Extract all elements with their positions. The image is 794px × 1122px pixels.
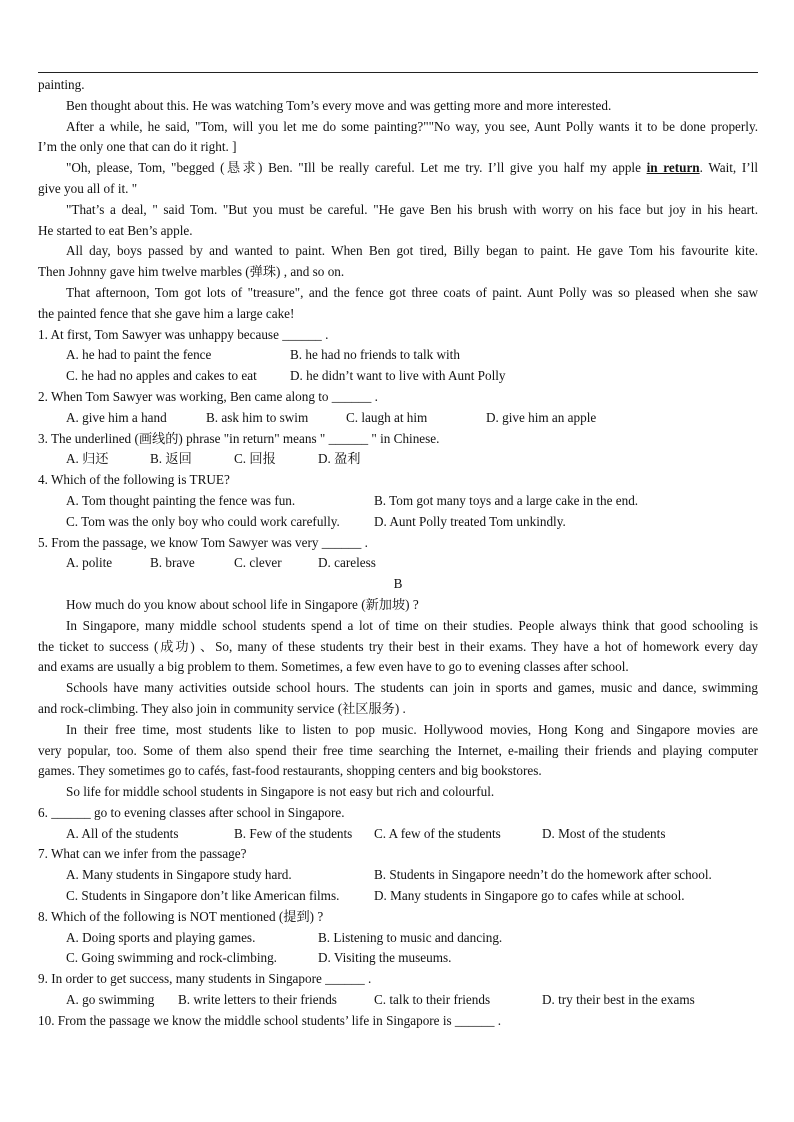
option: D. Aunt Polly treated Tom unkindly.: [374, 513, 566, 529]
header-rule: [38, 72, 758, 73]
option-row: [38, 345, 758, 366]
option: A. All of the students: [66, 825, 179, 841]
option: D. Visiting the museums.: [318, 950, 452, 966]
passage-title: How much do you know about school life in Singapore (新加坡) ?: [66, 596, 419, 612]
option: C. he had no apples and cakes to eat: [66, 368, 257, 384]
option: C. clever: [234, 555, 282, 571]
paragraph-line: the ticket to success (成功) 、So, many of these students try their best in their exams. They have a hot of homework every day: [38, 638, 758, 654]
paragraph-line: After a while, he said, "Tom, will you let me do some painting?""No way, you see, Aunt Polly wants it to be done properly.: [66, 118, 758, 134]
option: C. A few of the students: [374, 825, 501, 841]
underlined-phrase: in return: [646, 160, 700, 176]
option: C. Tom was the only boy who could work carefully.: [66, 513, 340, 529]
option: D. careless: [318, 555, 376, 571]
option: A. 归还: [66, 451, 109, 467]
paragraph-line: games. They sometimes go to cafés, fast-food restaurants, shopping centers and big bookstores.: [38, 763, 542, 779]
option-row: [38, 512, 758, 533]
paragraph-line: In Singapore, many middle school students spend a lot of time on their studies. People always think that good schooling is: [66, 617, 758, 633]
option: C. 回报: [234, 451, 276, 467]
option: D. 盈利: [318, 451, 361, 467]
option: C. laugh at him: [346, 409, 428, 425]
option: D. try their best in the exams: [542, 992, 695, 1008]
option-row: [38, 449, 758, 470]
option-row: [38, 408, 758, 429]
option: C. Going swimming and rock-climbing.: [66, 950, 277, 966]
paragraph-line: Ben thought about this. He was watching Tom’s every move and was getting more and more interested.: [66, 97, 612, 113]
paragraph-line: give you all of it. ": [38, 180, 138, 196]
paragraph-line: In their free time, most students like to listen to pop music. Hollywood movies, Hong Kong and Singapore movies are: [66, 721, 758, 737]
option: B. 返回: [150, 451, 192, 467]
question-stem: 7. What can we infer from the passage?: [38, 846, 247, 862]
option: C. talk to their friends: [374, 992, 491, 1008]
paragraph-line: and rock-climbing. They also join in community service (社区服务) .: [38, 700, 406, 716]
paragraph-line: and exams are usually a big problem to them. Sometimes, a few even have to go to evening classes after school.: [38, 659, 629, 675]
paragraph-line: He started to eat Ben’s apple.: [38, 222, 193, 238]
option: A. Tom thought painting the fence was fun.: [66, 492, 296, 508]
paragraph-line: "That’s a deal, " said Tom. "But you must be careful. "He gave Ben his brush with worry on his face but joy in his heart.: [66, 201, 758, 217]
paragraph-line: very popular, too. Some of them also spend their free time searching the Internet, e-mailing their friends and playing computer: [38, 742, 758, 758]
question-stem: 2. When Tom Sawyer was working, Ben came along to ______ .: [38, 388, 378, 404]
option: A. give him a hand: [66, 409, 167, 425]
option-row: [38, 366, 758, 387]
question-stem: 9. In order to get success, many students in Singapore ______ .: [38, 971, 372, 987]
option: C. Students in Singapore don’t like American films.: [66, 888, 340, 904]
paragraph-line: All day, boys passed by and wanted to paint. When Ben got tired, Billy began to paint. He gave Tom his favourite kite.: [66, 243, 758, 259]
option: B. write letters to their friends: [178, 992, 337, 1008]
option: B. Listening to music and dancing.: [318, 929, 503, 945]
question-stem: 5. From the passage, we know Tom Sawyer was very ______ .: [38, 534, 368, 550]
option: A. go swimming: [66, 992, 155, 1008]
text-run: . Wait, I’ll: [699, 160, 758, 176]
option: D. Many students in Singapore go to cafes while at school.: [374, 888, 685, 904]
option: D. he didn’t want to live with Aunt Polly: [290, 368, 506, 384]
option: B. Tom got many toys and a large cake in the end.: [374, 492, 639, 508]
option: B. brave: [150, 555, 195, 571]
option: B. ask him to swim: [206, 409, 309, 425]
question-stem: 6. ______ go to evening classes after school in Singapore.: [38, 804, 345, 820]
option: D. Most of the students: [542, 825, 666, 841]
option-row: [38, 928, 758, 949]
option-row: [38, 553, 758, 574]
question-stem: 3. The underlined (画线的) phrase "in return" means " ______ " in Chinese.: [38, 430, 440, 446]
paragraph-line: the painted fence that she gave him a large cake!: [38, 305, 295, 321]
option: B. Students in Singapore needn’t do the homework after school.: [374, 867, 712, 883]
option-row: [38, 948, 758, 969]
paragraph-line: Schools have many activities outside school hours. The students can join in sports and games, music and dance, swimming: [66, 680, 758, 696]
paragraph-line: [38, 158, 758, 179]
question-stem: 1. At first, Tom Sawyer was unhappy because ______ .: [38, 326, 329, 342]
option-row: [38, 886, 758, 907]
option-row: [38, 824, 758, 845]
option: A. Many students in Singapore study hard.: [66, 867, 292, 883]
option-row: [38, 865, 758, 886]
document-body: [38, 75, 758, 1032]
paragraph-line: I’m the only one that can do it right. ]: [38, 139, 237, 155]
option: A. polite: [66, 555, 113, 571]
option: A. he had to paint the fence: [66, 347, 212, 363]
paragraph-line: So life for middle school students in Singapore is not easy but rich and colourful.: [66, 784, 495, 800]
option: B. Few of the students: [234, 825, 353, 841]
paragraph-line: That afternoon, Tom got lots of "treasure", and the fence got three coats of paint. Aunt Polly was so pleased when she saw: [66, 284, 758, 300]
paragraph-line: Then Johnny gave him twelve marbles (弹珠) , and so on.: [38, 264, 345, 280]
section-label: B: [393, 576, 403, 592]
question-stem: 10. From the passage we know the middle school students’ life in Singapore is ______ .: [38, 1012, 502, 1028]
text-run: "Oh, please, Tom, "begged (恳求) Ben. "Ill be really careful. Let me try. I’ll give you half my apple: [66, 160, 647, 176]
option-row: [38, 491, 758, 512]
option: A. Doing sports and playing games.: [66, 929, 256, 945]
question-stem: 4. Which of the following is TRUE?: [38, 472, 230, 488]
option: B. he had no friends to talk with: [290, 347, 460, 363]
paragraph-line: painting.: [38, 77, 85, 92]
question-stem: 8. Which of the following is NOT mentioned (提到) ?: [38, 908, 324, 924]
option: D. give him an apple: [486, 409, 597, 425]
option-row: [38, 990, 758, 1011]
